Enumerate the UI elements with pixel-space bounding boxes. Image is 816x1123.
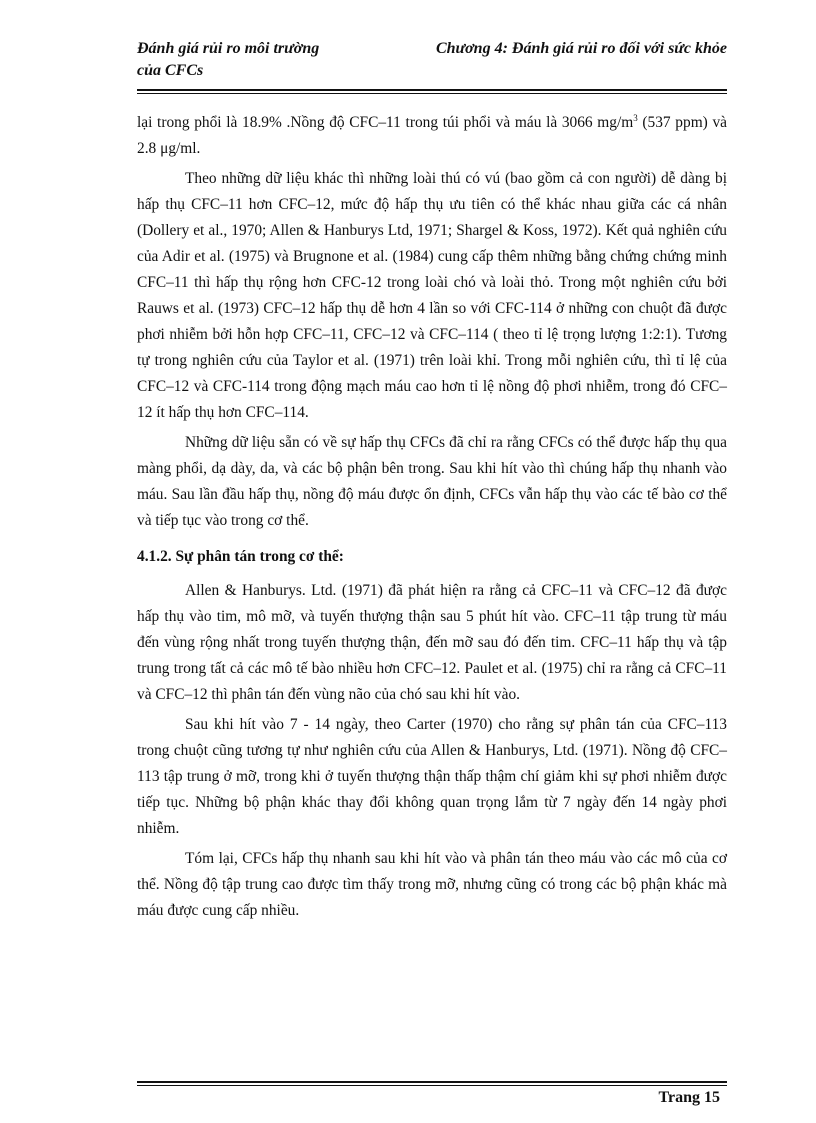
paragraph-4: Allen & Hanburys. Ltd. (1971) đã phát hiện ra rằng cả CFC–11 và CFC–12 đã được hấp thụ vào tim, mô mỡ, và tuyến thượng thận sau 5 phút hít vào. CFC–11 tập trung từ máu đến vùng rộng nhất trong tuyến thượng thận, đến mỡ sau đó đến tim. CFC–11 hấp thụ và tập trung trong tất cả các mô tế bào nhiều hơn CFC–12. Paulet et al. (1975) chỉ ra rằng cả CFC–11 và CFC–12 thì phân tán đến vùng não của chó sau khi hít vào. xyxy=(137,582,727,703)
section-heading-4-1-2: 4.1.2. Sự phân tán trong cơ thể: xyxy=(137,548,344,565)
footer-divider xyxy=(137,1081,727,1083)
header-divider xyxy=(137,89,727,91)
header-document-title xyxy=(137,38,377,82)
paragraph-1-text-cont: (537 ppm) và 2.8 μg/ml. xyxy=(137,114,727,157)
paragraph-6: Tóm lại, CFCs hấp thụ nhanh sau khi hít vào và phân tán theo máu vào các mô của cơ thể. Nồng độ tập trung cao được tìm thấy trong mỡ, nhưng cũng có trong các bộ phận khác mà máu được cung cấp nhiều. xyxy=(137,850,727,919)
header-title-line-2: của CFCs xyxy=(137,62,204,79)
body-text xyxy=(137,110,727,928)
header-divider-thin xyxy=(137,93,727,94)
paragraph-1-text: lại trong phổi là 18.9% .Nồng độ CFC–11 trong túi phổi và máu là 3066 mg/m xyxy=(137,114,634,131)
paragraph-5: Sau khi hít vào 7 - 14 ngày, theo Carter (1970) cho rằng sự phân tán của CFC–113 trong chuột cũng tương tự như nghiên cứu của Allen & Hanburys, Ltd. (1971). Nồng độ CFC–113 tập trung ở mỡ, trong khi ở tuyến thượng thận thấp thậm chí giảm khi sự phơi nhiễm được tiếp tục. Những bộ phận khác thay đổi không quan trọng lắm từ 7 ngày đến 14 ngày phơi nhiễm. xyxy=(137,716,727,837)
paragraph-3: Những dữ liệu sẵn có về sự hấp thụ CFCs đã chỉ ra rằng CFCs có thể được hấp thụ qua màng phổi, dạ dày, da, và các bộ phận bên trong. Sau khi hít vào thì chúng hấp thụ nhanh vào máu. Sau lần đầu hấp thụ, nồng độ máu được ổn định, CFCs vẫn hấp thụ vào các tế bào cơ thể và tiếp tục vào trong cơ thể. xyxy=(137,434,727,529)
header-chapter-title: Chương 4: Đánh giá rủi ro đối với sức khỏe xyxy=(435,40,727,57)
paragraph-2: Theo những dữ liệu khác thì những loài thú có vú (bao gồm cả con người) dễ dàng bị hấp thụ CFC–11 hơn CFC–12, mức độ hấp thụ ưu tiên có thể khác nhau giữa các cá nhân (Dollery et al., 1970; Allen & Hanburys Ltd, 1971; Shargel & Koss, 1972). Kết quả nghiên cứu của Adir et al. (1975) và Brugnone et al. (1984) cung cấp thêm những bằng chứng chứng minh CFC–11 thì hấp thụ rộng hơn CFC-12 trong loài chó và loài thỏ. Trong một nghiên cứu bởi Rauws et al. (1973) CFC–12 hấp thụ dễ hơn 4 lần so với CFC-114 ở những con chuột đã được phơi nhiễm bởi hỗn hợp CFC–11, CFC–12 và CFC–114 ( theo tỉ lệ trọng lượng 1:2:1). Tương tự trong nghiên cứu của Taylor et al. (1971) trên loài khỉ. Trong mỗi nghiên cứu, thì tỉ lệ của CFC–12 và CFC-114 trong động mạch máu cao hơn tỉ lệ nồng độ phơi nhiễm, trong đó CFC–12 ít hấp thụ hơn CFC–114. xyxy=(137,170,727,421)
page-number: Trang 15 xyxy=(658,1089,720,1106)
header-title-line-1: Đánh giá rủi ro môi trường xyxy=(137,40,320,57)
footer-divider-thin xyxy=(137,1085,727,1086)
superscript-3: 3 xyxy=(633,112,638,123)
paragraph-1 xyxy=(137,110,727,162)
